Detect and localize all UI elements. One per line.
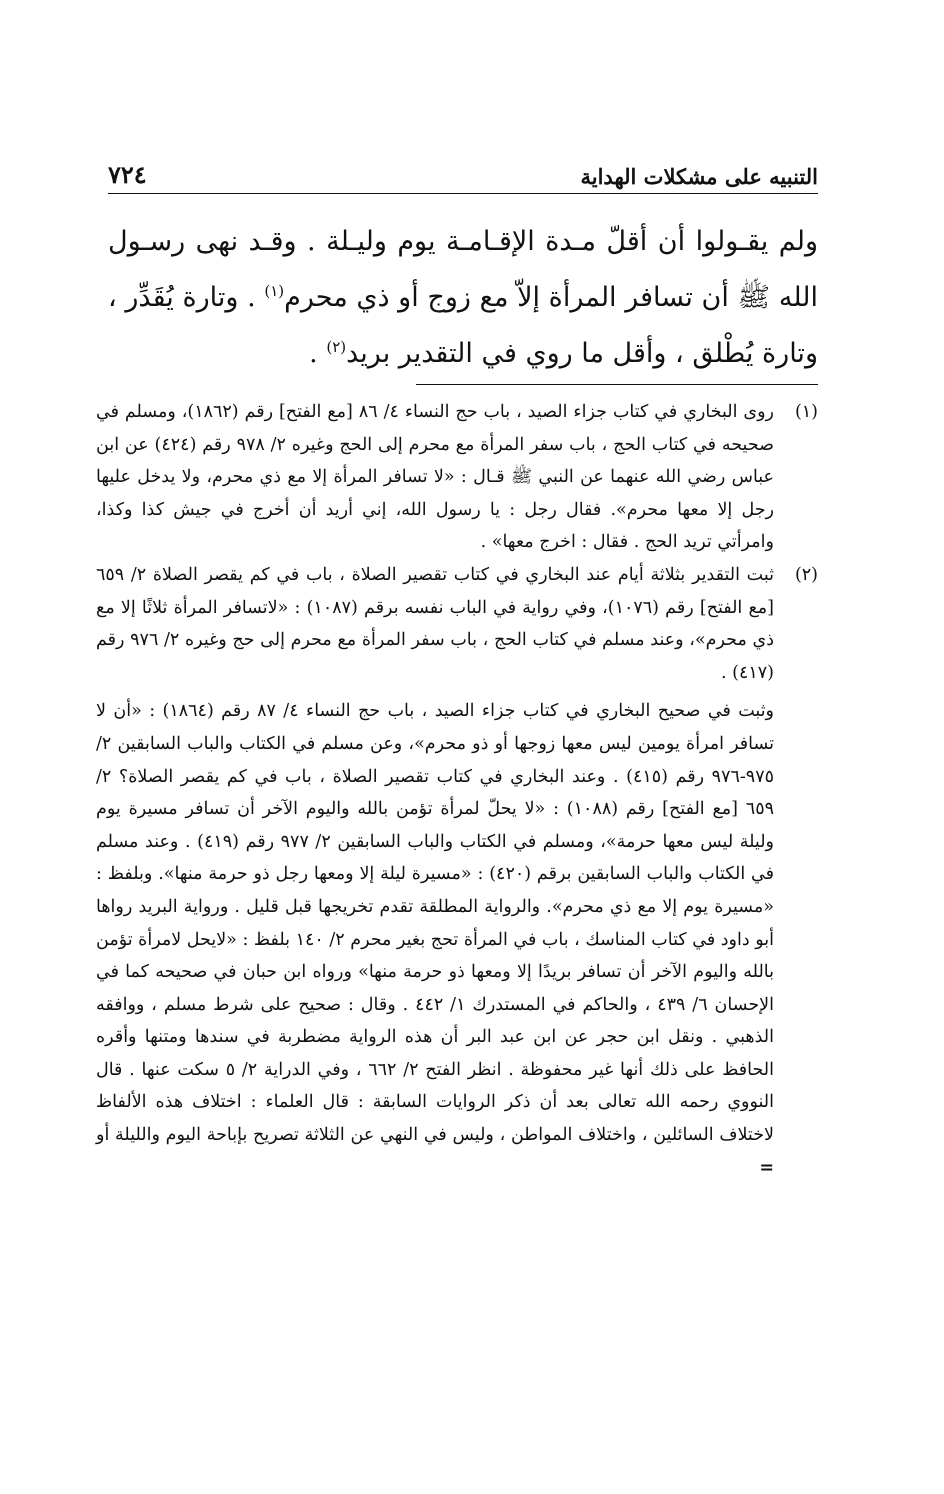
footnote-1 (96, 396, 818, 559)
footnote-ref-2: (٢) (326, 338, 347, 356)
page-number: ٧٢٤ (108, 160, 147, 189)
footnote-text: روى البخاري في كتاب جزاء الصيد ، باب حج النساء ٤/ ٨٦ [مع الفتح] رقم (١٨٦٢)، ومسلم في صحيحه في كتاب الحج ، باب سفر المرأة مع محرم إلى الحج وغيره ٢/ ٩٧٨ رقم (٤٢٤) عن ابن عباس رضي الله عنهما عن النبي ﷺ قـال : «لا تسافر المرأة إلا مع ذي محرم، ولا يدخل عليها رجل إلا معها محرم». فقال رجل : يا رسول الله، إني أريد أن أخرج في جيش كذا وكذا، وامرأتي تريد الحج . فقال : اخرج معها» . (96, 402, 774, 553)
main-text-part-1: ولم يقـولوا أن أقلّ مـدة الإقـامـة يوم وليـلة . وقـد نهى رسـول الله ﷺ أن تسافر المرأة إلاّ مع زوج أو ذي محرم (108, 226, 818, 313)
footnote-separator (416, 384, 818, 385)
footnotes (96, 396, 818, 1184)
main-text-part-3: . (309, 338, 318, 369)
footnote-number: (٢) (794, 564, 818, 585)
main-text-part-2: . وتارة يُقَدِّر ، وتارة يُطْلق ، وأقل ما روي في التقدير بريد (108, 282, 818, 369)
footnote-text: ثبت التقدير بثلاثة أيام عند البخاري في كتاب تقصير الصلاة ، باب في كم يقصر الصلاة ٢/ ٦٥٩ [مع الفتح] رقم (١٠٧٦)، وفي رواية في الباب نفسه برقم (١٠٨٧) : «لاتسافر المرأة ثلاثًا إلا مع ذي محرم»، وعند مسلم في كتاب الحج ، باب سفر المرأة مع محرم إلى حج وغيره ٢/ ٩٧٦ رقم (٤١٧) . (96, 564, 774, 683)
header-title: التنبيه على مشكلات الهداية (580, 164, 818, 189)
running-header (108, 150, 818, 194)
continuation-mark: = (759, 1157, 774, 1178)
footnote-ref-1: (١) (264, 282, 285, 300)
footnote-2-continuation (96, 695, 818, 1184)
main-paragraph (108, 214, 818, 382)
footnote-2 (96, 559, 818, 689)
footnote-continuation-text: وثبت في صحيح البخاري في كتاب جزاء الصيد ، باب حج النساء ٤/ ٨٧ رقم (١٨٦٤) : «أن لا تسافر امرأة يومين ليس معها زوجها أو ذو محرم»، وعن مسلم في الكتاب والباب السابقين ٢/ ٩٧٥-٩٧٦ رقم (٤١٥) . وعند البخاري في كتاب تقصير الصلاة ، باب في كم يقصر الصلاة؟ ٢/ ٦٥٩ [مع الفتح] رقم (١٠٨٨) : «لا يحلّ لمرأة تؤمن بالله واليوم الآخر أن تسافر مسيرة يوم وليلة ليس معها حرمة»، ومسلم في الكتاب والباب السابقين ٢/ ٩٧٧ رقم (٤١٩) . وعند مسلم في الكتاب والباب السابقين برقم (٤٢٠) : «مسيرة ليلة إلا ومعها رجل ذو حرمة منها». وبلفظ : «مسيرة يوم إلا مع ذي محرم». والرواية المطلقة تقدم تخريجها قبل قليل . ورواية البريد رواها أبو داود في كتاب المناسك ، باب في المرأة تحج بغير محرم ٢/ ١٤٠ بلفظ : «لايحل لامرأة تؤمن بالله واليوم الآخر أن تسافر بريدًا إلا ومعها ذو حرمة منها» ورواه ابن حبان في صحيحه كما في الإحسان ٦/ ٤٣٩ ، والحاكم في المستدرك ١/ ٤٤٢ . وقال : صحيح على شرط مسلم ، ووافقه الذهبي . ونقل ابن حجر عن ابن عبد البر أن هذه الرواية مضطربة في سندها ومتنها وأقره الحافظ على ذلك أنها غير محفوظة . انظر الفتح ٢/ ٦٦٢ ، وفي الدراية ٢/ ٥ سكت عنها . قال النووي رحمه الله تعالى بعد أن ذكر الروايات السابقة : قال العلماء : اختلاف هذه الألفاظ لاختلاف السائلين ، واختلاف المواطن ، وليس في النهي عن الثلاثة تصريح بإباحة اليوم والليلة أو (96, 701, 775, 1146)
main-text (108, 214, 818, 382)
footnote-number: (١) (794, 402, 818, 422)
